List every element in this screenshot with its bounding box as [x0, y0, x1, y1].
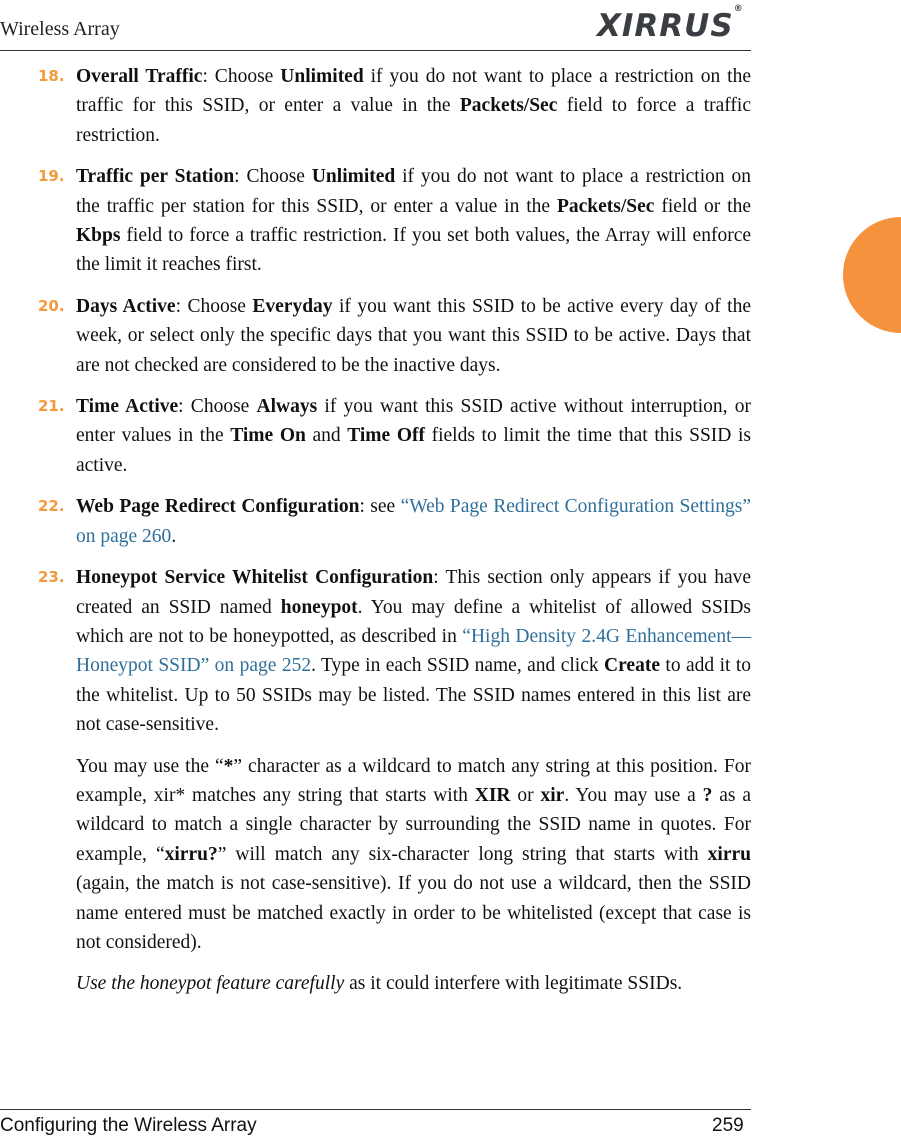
text-run: if you do not want to place a restriction on the traffic for this SSID, or enter a value in the: [76, 66, 751, 117]
text-run: or: [510, 784, 541, 806]
text-run: if you do not want to place a restriction on the traffic per station for this SSID, or enter a value in the: [76, 166, 752, 217]
bold-term: Time On: [230, 425, 306, 447]
text-run: . Type in each SSID name, and click: [311, 655, 605, 677]
item-number: 21.: [38, 397, 65, 416]
bold-term: Time Off: [347, 425, 425, 447]
text-run: fields to limit the time that this SSID is active.: [76, 425, 752, 476]
bold-term: XIR: [474, 784, 511, 806]
item-text: [76, 162, 751, 280]
item-number: 20.: [38, 296, 65, 315]
bold-term: *: [223, 755, 234, 777]
item-number: 18.: [38, 67, 65, 85]
text-run: : Choose: [178, 396, 257, 418]
text-run: field or the: [654, 195, 751, 217]
bold-term: Web Page Redirect Configuration: [76, 496, 360, 518]
bold-term: Packets/Sec: [459, 95, 558, 117]
text-run: to add it to the whitelist. Up to 50 SSIDs may be listed. The SSID names entered in this list are not case-sensitive.: [76, 655, 752, 736]
bold-term: Everyday: [252, 295, 333, 317]
page-body: [38, 62, 751, 999]
list-item: [38, 162, 751, 280]
caution-note: [76, 969, 751, 998]
bold-term: Traffic per Station: [76, 166, 235, 188]
bold-term: xir: [540, 784, 565, 806]
text-run: : Choose: [234, 166, 312, 188]
text-run: as it could interfere with legitimate SSIDs.: [344, 973, 683, 995]
bold-term: Always: [256, 396, 318, 418]
text-run: You may use the “: [76, 755, 224, 777]
bold-term: Unlimited: [311, 166, 396, 188]
footer-section: Configuring the Wireless Array: [0, 1115, 257, 1136]
text-run: if you want this SSID to be active every day of the week, or select only the specific days that you want this SSID to be active. Days that are not checked are considered to be the inactive days.: [76, 295, 751, 376]
bold-term: ?: [702, 784, 713, 806]
italic-text: Use the honeypot feature carefully: [76, 973, 345, 995]
page-number: 259: [712, 1115, 744, 1136]
item-text: [76, 492, 751, 551]
text-run: as a wildcard to match a single character by surrounding the SSID name in quotes. For example, “: [76, 784, 751, 865]
xirrus-logo: XIRRUS®: [597, 3, 744, 44]
text-run: ” character as a wildcard to match any string at this position. For example, xir* matches any string that starts with: [76, 755, 751, 806]
text-run: (again, the match is not case-sensitive). If you do not use a wildcard, then the SSID name entered must be matched exactly in order to be whitelisted (except that case is not considered).: [76, 873, 751, 953]
bold-term: Days Active: [76, 295, 176, 317]
bold-term: honeypot: [280, 596, 358, 618]
item-text: [76, 392, 751, 480]
list-item: [38, 62, 751, 150]
header-rule: [0, 50, 751, 51]
footer-rule: [0, 1109, 751, 1110]
bold-term: Kbps: [76, 225, 121, 247]
running-header: Wireless Array: [0, 18, 120, 40]
text-run: . You may use a: [564, 784, 703, 806]
text-run: : see: [359, 496, 401, 518]
chapter-tab-marker: [843, 217, 901, 333]
item-number: 19.: [38, 167, 65, 186]
text-run: if you want this SSID active without interruption, or enter values in the: [76, 396, 751, 447]
item-number: 22.: [38, 497, 65, 516]
bold-term: Create: [604, 655, 660, 677]
bold-term: xirru?: [164, 843, 218, 865]
numbered-list: [38, 62, 751, 740]
item-number: 23.: [38, 568, 65, 587]
text-run: ” will match any six-character long string that starts with: [217, 843, 708, 865]
text-run: : This section only appears if you have created an SSID named: [76, 567, 752, 618]
item-text: [76, 563, 751, 739]
cross-reference-link[interactable]: “High Density 2.4G Enhancement—Honeypot SSID” on page 252: [76, 625, 751, 677]
text-run: . You may define a whitelist of allowed SSIDs which are not to be honeypotted, as described in: [76, 596, 751, 647]
bold-term: Unlimited: [280, 66, 364, 87]
text-run: and: [305, 425, 348, 447]
cross-reference-link[interactable]: “Web Page Redirect Configuration Settings” on page 260: [76, 496, 751, 547]
bold-term: xirru: [707, 843, 751, 865]
bold-term: Time Active: [76, 396, 179, 418]
item-text: [76, 62, 751, 150]
text-run: : Choose: [175, 295, 253, 317]
list-item: [38, 392, 751, 480]
item-text: [76, 292, 751, 380]
list-item: [38, 563, 751, 739]
list-item: [38, 292, 751, 380]
bold-term: Packets/Sec: [556, 195, 655, 217]
text-run: .: [171, 525, 177, 547]
text-run: : Choose: [202, 66, 281, 87]
text-run: field to force a traffic restriction. If you set both values, the Array will enforce the limit it reaches first.: [76, 225, 751, 276]
bold-term: Overall Traffic: [76, 66, 203, 87]
wildcard-paragraph: [76, 752, 751, 958]
text-run: field to force a traffic restriction.: [76, 95, 751, 146]
list-item: [38, 492, 751, 551]
bold-term: Honeypot Service Whitelist Configuration: [76, 567, 434, 589]
